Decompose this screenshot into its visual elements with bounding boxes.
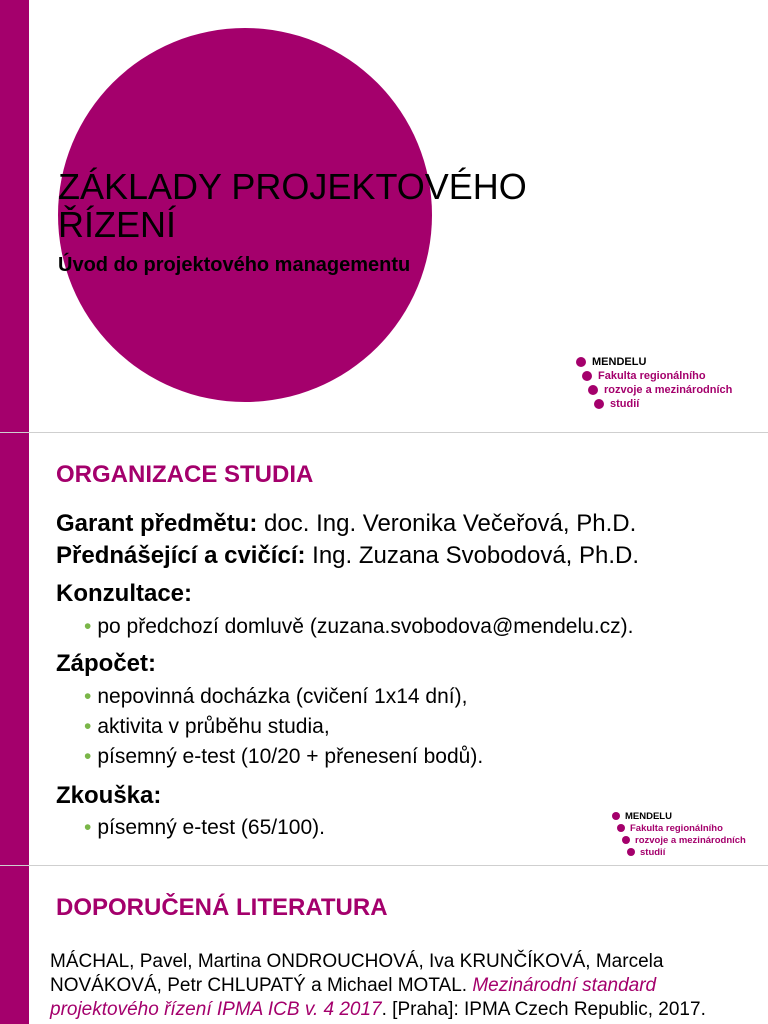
list-item-text: písemný e-test (10/20 + přenesení bodů). [97,745,484,768]
title-line-2: ŘÍZENÍ [58,204,177,245]
slide-accent-bar [0,433,29,865]
logo-dot-icon [627,848,635,856]
lecturer-label: Přednášející a cvičící: [56,542,306,569]
reference-authors: MÁCHAL, Pavel, Martina ONDROUCHOVÁ, Iva KRUNČÍKOVÁ, Marcela NOVÁKOVÁ, Petr CHLUPATÝ a Michael MOTAL. [50,951,664,996]
logo-dot-icon [612,812,620,820]
list-item [84,685,467,709]
logo-dot-icon [588,385,598,395]
list-item-text: po předchozí domluvě (zuzana.svobodova@mendelu.cz). [97,615,634,638]
exam-heading [56,782,161,810]
reference-entry [50,950,730,1022]
bullet-icon: • [84,685,92,708]
consult-heading [56,580,192,608]
logo-text: MENDELU [592,356,647,368]
logo-text: rozvoje a mezinárodních [604,384,733,396]
logo-dot-icon [582,371,592,381]
consult-label: Konzultace: [56,580,193,607]
logo-text: studií [610,398,640,410]
organization-slide [0,433,768,865]
lecturer-value: Ing. Zuzana Svobodová, Ph.D. [305,542,640,569]
lecturer-line [56,542,639,570]
list-item [84,715,330,739]
logo-dot-icon [594,399,604,409]
garant-label: Garant předmětu: [56,510,258,537]
section-heading: DOPORUČENÁ LITERATURA [56,894,388,921]
credit-label: Zápočet: [56,650,157,677]
garant-line [56,510,636,538]
list-item [84,745,483,769]
logo-text: Fakulta regionálního [630,822,723,834]
slide-accent-bar [0,0,29,432]
list-item [84,615,633,639]
reference-title: Mezinárodní standard projektového řízení IPMA ICB [50,975,657,1020]
garant-value: doc. Ing. Veronika Večeřová, Ph.D. [257,510,637,537]
logo-dot-icon [622,836,630,844]
mendelu-logo [576,355,732,411]
list-item-text: písemný e-test (65/100). [97,816,325,839]
reference-publisher: . [Praha]: IPMA Czech Republic, 2017. [381,999,706,1020]
logo-dot-icon [576,357,586,367]
logo-text: studií [640,846,666,858]
logo-text: rozvoje a mezinárodních [635,834,746,846]
slide-accent-bar [0,866,29,1024]
exam-label: Zkouška: [56,782,162,809]
title-line-1: ZÁKLADY PROJEKTOVÉHO [58,166,527,207]
logo-text: MENDELU [625,810,672,822]
section-heading: ORGANIZACE STUDIA [56,461,314,488]
reference-version: v. 4 2017 [304,999,382,1020]
list-item-text: nepovinná docházka (cvičení 1x14 dní), [97,685,468,708]
logo-text: Fakulta regionálního [598,370,706,382]
bullet-icon: • [84,745,92,768]
list-item [84,816,325,840]
slide-subtitle: Úvod do projektového managementu [58,254,411,276]
credit-heading [56,650,156,678]
bullet-icon: • [84,816,92,839]
title-slide [0,0,768,432]
bullet-icon: • [84,615,92,638]
slide-title [58,168,658,244]
literature-slide [0,866,768,1024]
bullet-icon: • [84,715,92,738]
mendelu-logo [612,810,746,858]
logo-dot-icon [617,824,625,832]
list-item-text: aktivita v průběhu studia, [97,715,330,738]
